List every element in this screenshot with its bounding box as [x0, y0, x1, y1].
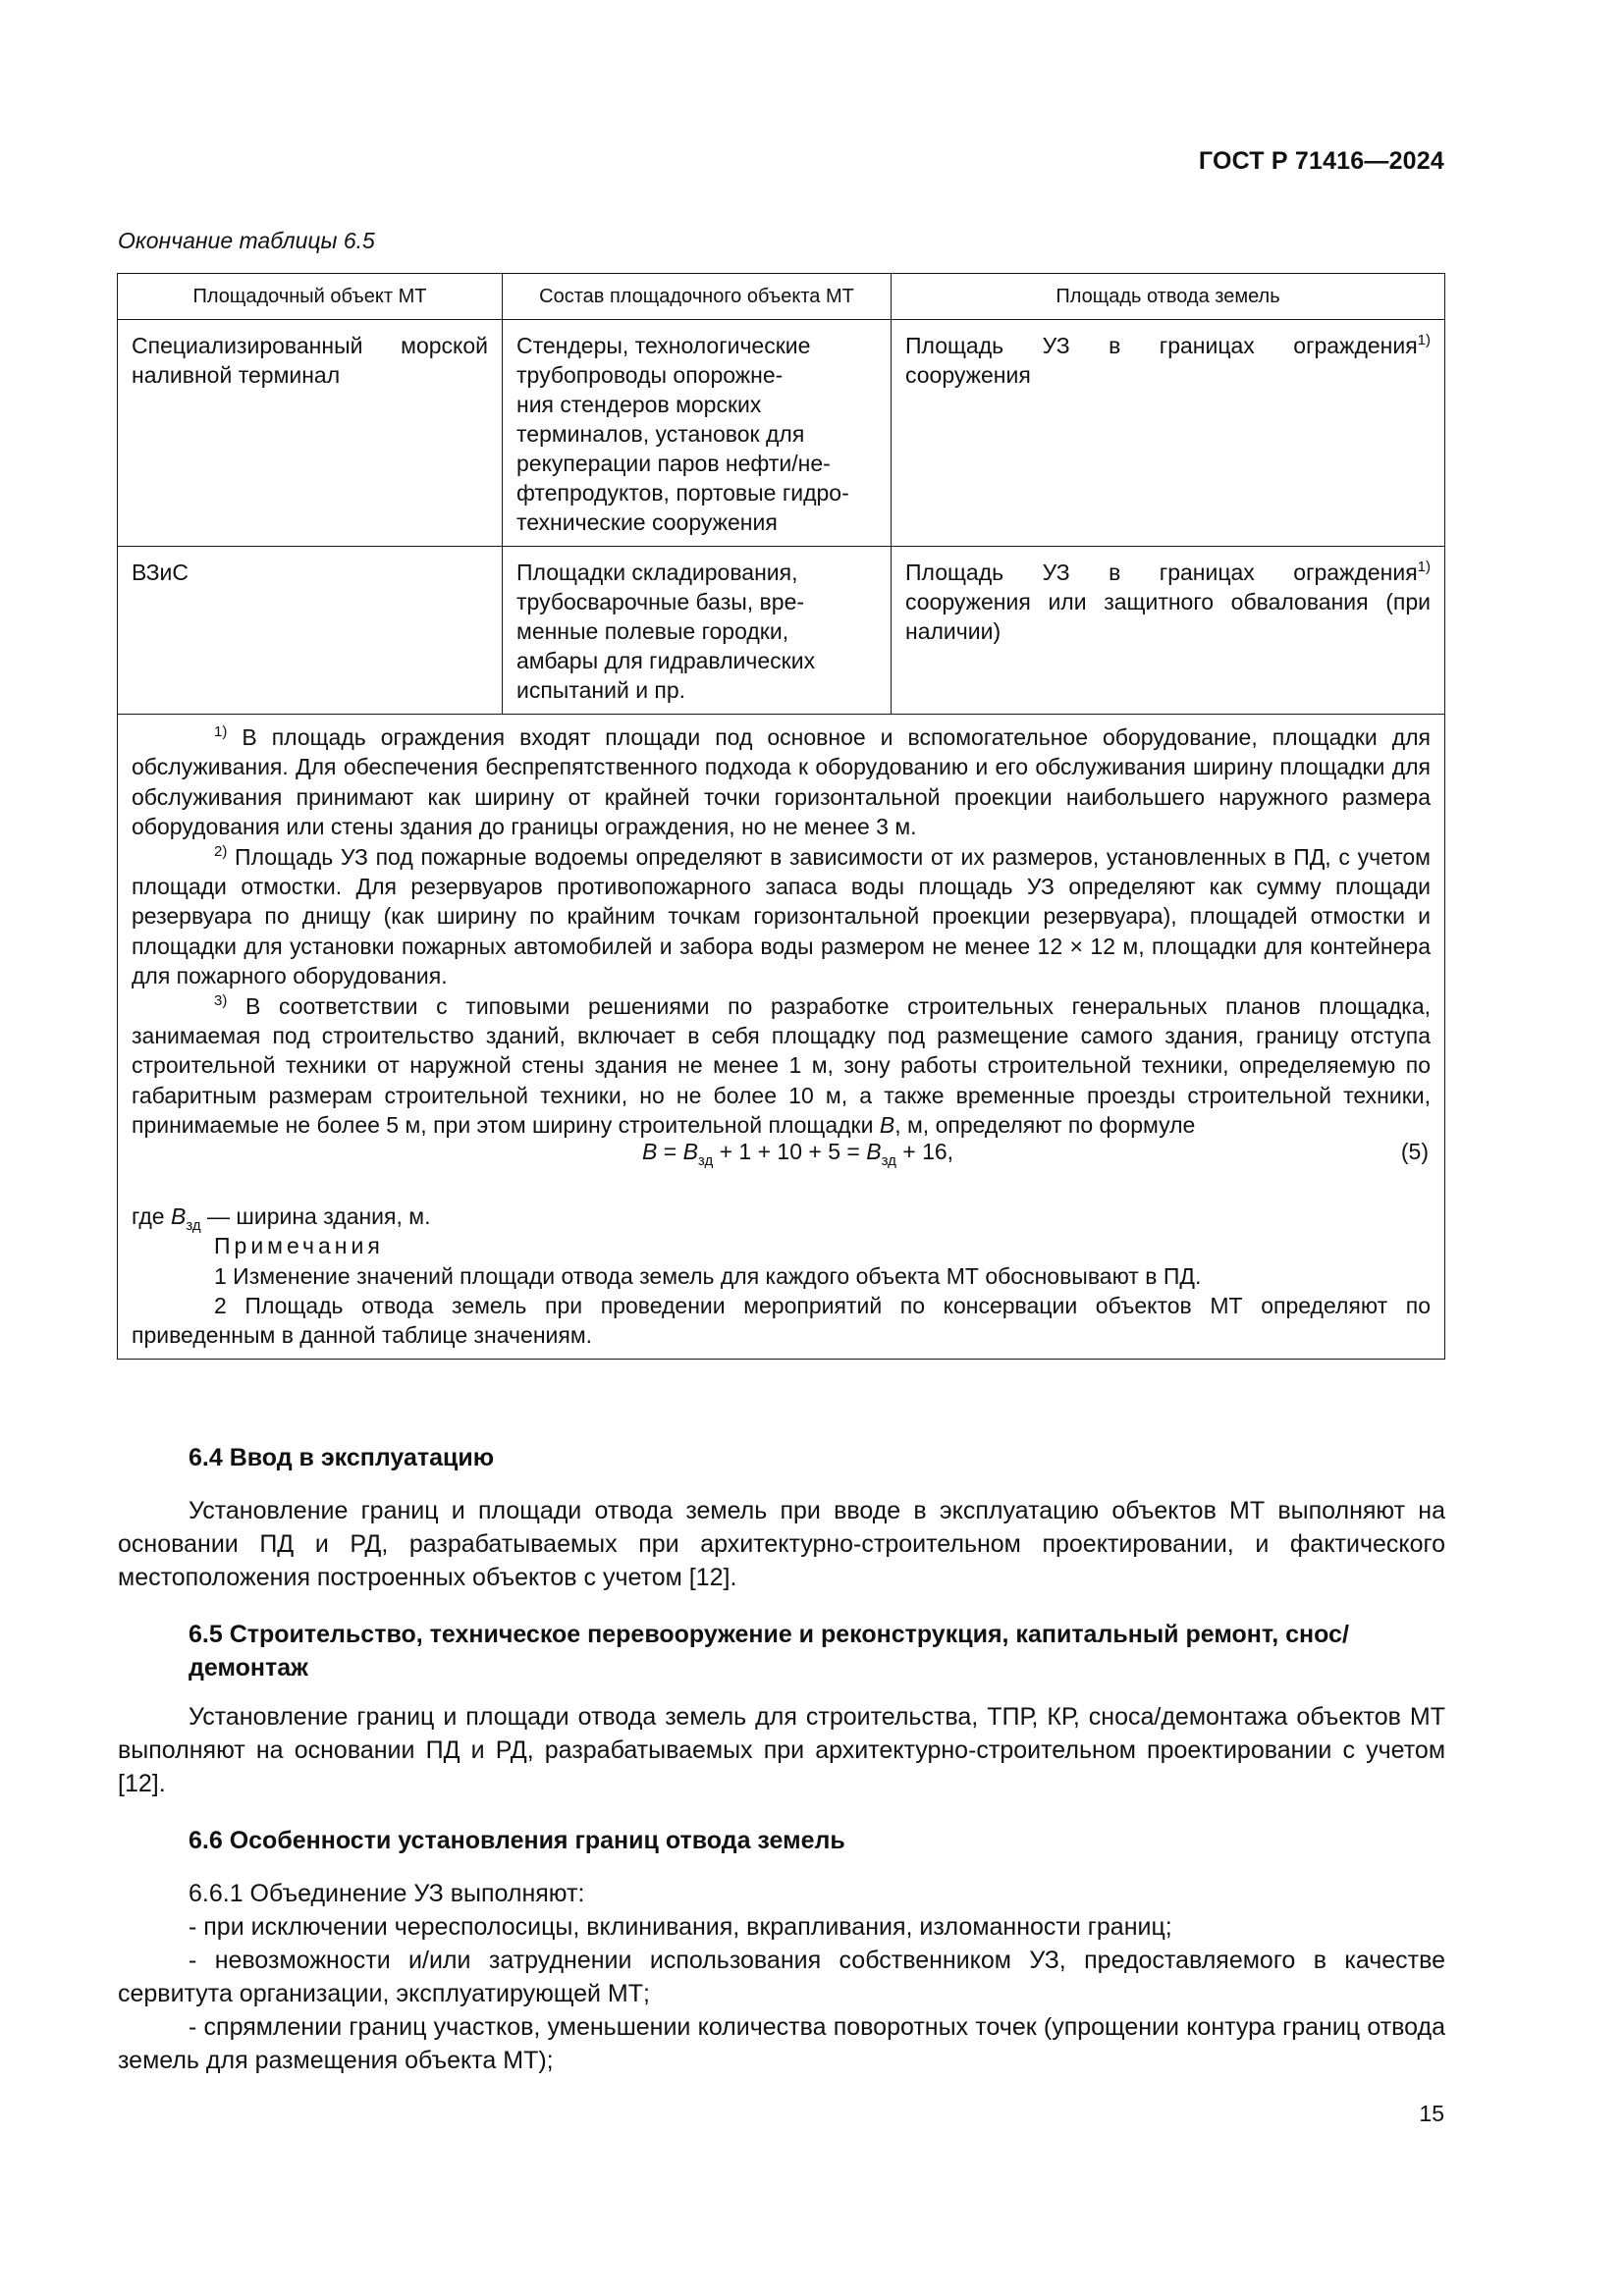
- footnote-ref: 1): [1417, 332, 1431, 348]
- area-text: сооружения или защитного обвалования (при наличии): [905, 589, 1431, 644]
- formula-subscript: зд: [186, 1216, 201, 1234]
- table-row: [118, 320, 1445, 547]
- list-item: - спрямлении границ участков, уменьшении количества поворотных точек (упрощении контура границ отвода земель для размещения объекта МТ);: [118, 2013, 1445, 2074]
- formula: [642, 1137, 954, 1169]
- remark-1: 1 Изменение значений площади отвода земель для каждого объекта МТ обосновывают в ПД.: [214, 1262, 1202, 1289]
- section-6-5: [118, 1618, 1445, 1800]
- area-text: сооружения: [905, 362, 1031, 388]
- table-notes-row: [118, 715, 1445, 1360]
- formula-variable: B: [879, 1112, 895, 1139]
- where-text: — ширина здания, м.: [200, 1202, 431, 1229]
- section-paragraph: Установление границ и площади отвода земель при вводе в эксплуатацию объектов МТ выполняют на основании ПД и РД, разрабатываемых при архитектурно-строительном проектировании, и фактического местоположения построенных объектов с учетом [12].: [118, 1497, 1445, 1591]
- list-item: - при исключении чересполосицы, вклинивания, вкрапливания, изломанности границ;: [189, 1913, 1172, 1941]
- table-notes: [118, 715, 1445, 1360]
- land-allocation-table: [117, 273, 1445, 1360]
- formula-subscript: зд: [881, 1151, 896, 1169]
- table-caption: Окончание таблицы 6.5: [118, 228, 375, 253]
- section-heading: 6.4 Ввод в эксплуатацию: [189, 1444, 495, 1471]
- section-6-4: [118, 1441, 1445, 1594]
- composition-line: технические сооружения: [516, 509, 778, 535]
- column-header-composition: Состав площадочного объекта МТ: [503, 274, 892, 320]
- composition-line: трубопроводы опорожне-: [516, 362, 784, 388]
- formula-row: [132, 1135, 1431, 1172]
- cell-area: [892, 320, 1445, 547]
- cell-composition: [503, 547, 892, 715]
- formula-part: + 1 + 10 + 5 =: [713, 1138, 867, 1164]
- composition-line: Площадки складирования,: [516, 560, 798, 585]
- formula-part: + 16,: [895, 1138, 954, 1164]
- composition-line: Стендеры, технологические: [516, 333, 811, 358]
- formula-number: (5): [1400, 1138, 1429, 1164]
- formula-variable: B: [642, 1138, 658, 1164]
- composition-line: рекуперации паров нефти/не-: [516, 451, 831, 476]
- footnote-2: [132, 842, 1431, 991]
- subsection-6-6-1: 6.6.1 Объединение УЗ выполняют:: [189, 1880, 585, 1907]
- where-prefix: где: [132, 1202, 171, 1229]
- footnote-text: , м, определяют по формуле: [894, 1112, 1196, 1139]
- footnote-ref: 1): [1417, 559, 1431, 575]
- cell-area: [892, 547, 1445, 715]
- section-heading: 6.5 Строительство, техническое перевооружение и реконструкция, капитальный ремонт, снос/демонтаж: [189, 1621, 1349, 1682]
- column-header-area: Площадь отвода земель: [892, 274, 1445, 320]
- footnote-1: [132, 722, 1431, 842]
- section-paragraph: Установление границ и площади отвода земель для строительства, ТПР, КР, сноса/демонтажа объектов МТ выполняют на основании ПД и РД, разрабатываемых при архитектурно-строительном проектировании с учетом [12].: [118, 1703, 1445, 1797]
- column-header-object: Площадочный объект МТ: [118, 274, 503, 320]
- area-text: Площадь УЗ в границах ограждения: [905, 560, 1418, 585]
- footnote-mark: 3): [214, 991, 228, 1009]
- footnote-text: В площадь ограждения входят площади под основное и вспомогательное оборудование, площадки для обслуживания. Для обеспечения беспрепятственного подхода к оборудованию и его обслуживания ширину площадки для обслуживания принимают как ширину от крайней точки горизонтальной проекции наибольшего наружного размера оборудования или стены здания до границы ограждения, но не менее 3 м.: [132, 724, 1431, 840]
- formula-variable: B: [682, 1138, 698, 1164]
- table-header-row: [118, 274, 1445, 320]
- footnote-mark: 2): [214, 842, 228, 860]
- footnote-text: В соответствии с типовыми решениями по разработке строительных генеральных планов площадка, занимаемая под строительство зданий, включает в себя площадку под размещение самого здания, границу отступа строительной техники от наружной стены здания не менее 1 м, зону работы строительной техники, определяемую по габаритным размерам строительной техники, но не более 10 м, а также временные проезды строительной техники, принимаемые не более 5 м, при этом ширину строительной площадки: [132, 992, 1431, 1139]
- formula-subscript: зд: [697, 1151, 714, 1169]
- cell-composition: [503, 320, 892, 547]
- formula-explanation: [132, 1201, 1431, 1234]
- section-heading: 6.6 Особенности установления границ отвода земель: [189, 1827, 845, 1854]
- footnote-text: Площадь УЗ под пожарные водоемы определяют в зависимости от их размеров, установленных в ПД, с учетом площади отмостки. Для резервуаров противопожарного запаса воды площадь УЗ определяют как сумму площади резервуара по днищу (как ширину по крайним точкам горизонтальной проекции резервуара), площадей отмостки и площадки для установки пожарных автомобилей и забора воды размером не менее 12 × 12 м, площадки для контейнера для пожарного оборудования.: [132, 843, 1431, 989]
- remark-2: 2 Площадь отвода земель при проведении мероприятий по консервации объектов МТ определяют по приведенным в данной таблице значениям.: [132, 1292, 1431, 1349]
- composition-line: амбары для гидравлических: [516, 648, 816, 673]
- formula-part: =: [657, 1138, 683, 1164]
- formula-variable: B: [170, 1202, 187, 1229]
- cell-object: Специализированный морской наливной терминал: [118, 320, 503, 547]
- composition-line: ния стендеров морских: [516, 392, 762, 417]
- table-row: [118, 547, 1445, 715]
- list-item: - невозможности и/или затруднении использования собственником УЗ, предоставляемого в качестве сервитута организации, эксплуатирующей МТ;: [118, 1947, 1445, 2007]
- formula-variable: B: [866, 1138, 882, 1164]
- remarks-title: Примечания: [214, 1233, 384, 1259]
- page-number: 15: [1419, 2101, 1444, 2126]
- composition-line: менные полевые городки,: [516, 618, 789, 644]
- footnote-mark: 1): [214, 723, 228, 740]
- composition-line: терминалов, установок для: [516, 421, 805, 447]
- composition-line: испытаний и пр.: [516, 677, 686, 703]
- footnote-3: [132, 991, 1431, 1141]
- composition-line: трубосварочные базы, вре-: [516, 589, 805, 614]
- document-code: ГОСТ Р 71416—2024: [1198, 147, 1444, 175]
- area-text: Площадь УЗ в границах ограждения: [905, 333, 1418, 358]
- section-6-6: [118, 1824, 1445, 2077]
- composition-line: фтепродуктов, портовые гидро-: [516, 480, 849, 506]
- cell-object: ВЗиС: [118, 547, 503, 715]
